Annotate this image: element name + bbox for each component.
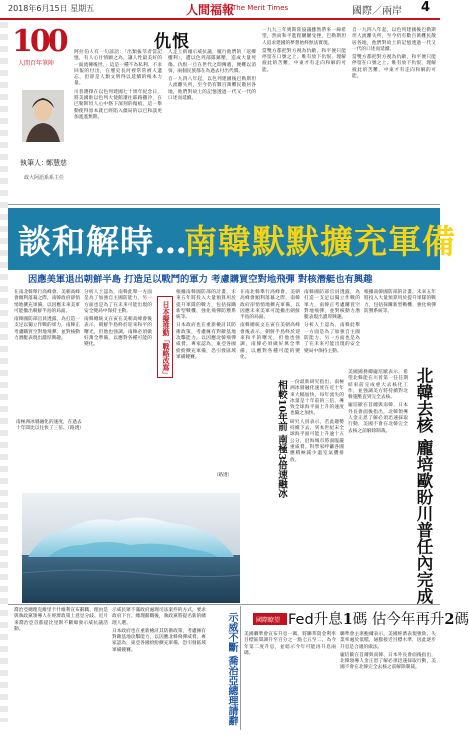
newspaper-name-en: The Merit Times xyxy=(232,4,289,12)
protest-headline: 示威不斷 喬治亞總理請辭 xyxy=(226,612,237,726)
author-label: 執筆人： xyxy=(20,159,48,167)
korea-story-col-3: 根據南韓國防部的計畫，未來五年將投入大量預算用於提升軍隊的戰力，包括採購新型戰機、強化飛彈防禦系統等。 日本政府也在重新檢討其防衛政策，考慮擁有對敵基地攻擊能力，以因應北韓飛彈威脅。專家認為，東亞各國紛紛擴充軍備，恐引發區域軍備競賽。 xyxy=(176,290,236,360)
korea-story-col-4: 在南北韓舉行高峰會、美朝高峰會順利落幕之際，南韓政府卻悄悄地擴充軍備，以因應未來美軍可能撤出朝鮮半島的局面。 南韓總統文在寅在美朝高峰會後表示，朝鮮半島終於迎來和平的曙光，但他也強調，南韓必須做好萬全準備，以應對各種可能的變化。 xyxy=(240,290,300,360)
protest-body-1: 喬治亞總理克維里卡什維利宣布辭職，理由是與執政黨領導人在經濟政策上意見分歧。近月來喬治亞首都提比里斯不斷爆發示威抗議活動。 xyxy=(14,608,108,632)
author-name: 鄭慧慈 xyxy=(46,159,67,167)
headline-part-yellow: 南韓默默擴充軍備 xyxy=(184,222,456,261)
feature-body: 一份最新研究指出，南極洲冰層融化速度在近十年來大幅加快，每年流失的冰量是十年前的三倍，導致全球海平面上升的速度也隨之加快。 研究人員表示，若此趨勢持續下去，到本世紀末全球海平面可能上升逾十五公分，沿海城市將面臨嚴重威脅。科學家呼籲各國應積極減少溫室氣體排放。 xyxy=(290,380,344,463)
page-header xyxy=(0,0,440,20)
anniversary-number: 100 xyxy=(12,24,66,59)
sidebar-tag: 日本擬推動「戰略改寫」 xyxy=(157,296,173,378)
anniversary-logo xyxy=(12,24,70,66)
korea-story-col-1: 在南北韓舉行高峰會、美朝高峰會順利落幕之際，南韓政府卻悄悄地擴充軍備，以因應未來美軍可能撤出朝鮮半島的局面。 南韓國防部官員透露，為打造一支足以獨立作戰的軍力，南韓正考慮購買空對地飛彈，並對核動力潛艇表現出濃厚興趣。 xyxy=(14,290,80,342)
column-title: 仇恨 xyxy=(154,32,190,52)
subheadline: 因應美軍退出朝鮮半島 打造足以戰鬥的軍力 考慮購買空對地飛彈 對核潛艇也有興趣 xyxy=(28,274,373,285)
headline-part-white: 談和解時… xyxy=(18,222,188,261)
divider-bottom xyxy=(8,604,440,605)
fed-body-2: 聯準會主席鮑爾表示，美國經濟表現強勁，失業率處於低檔，通膨接近目標水準，因此逐步升息是合適的做法。 龐培歐在首爾與南韓、日本外長會面後指出，北韓領導人金正恩了解必須迅速採取行動，美國不會在北韓完全去核之前解除制裁。 xyxy=(340,632,436,671)
newspaper-logo: 人間福報 xyxy=(186,3,235,17)
section-title: 國際／兩岸 xyxy=(352,6,402,17)
photo-credit: （路透） xyxy=(214,473,232,478)
author-role: 政大阿語系系主任 xyxy=(24,175,65,181)
left-margin-strip xyxy=(0,22,8,722)
column-body-right-a: 一九九三年奧斯陸協議雖然帶來一線希望，然而和平進程屢屢受挫，巴勒斯坦人追求建國的夢想始終無法實現。 當雙方都把對方視為仇敵，和平便只能停留在口號之上。唯有放下仇恨，理解彼此的苦難，中東才有走向和解的可能。 xyxy=(262,28,346,73)
column-body-middle: 人走上街頭示威抗議，履行他們的「返鄉權利」，遭以色列部隊鎮壓，造成大量死傷。仇恨一旦在世代之間傳遞，便難以消弭，兩個民族都在為過去付出代價。 自一九四八年起，以色列建國後巴勒斯坦人流離失所，至今仍有數百萬難民散居各地，他們對故土的記憶透過一代又一代的口述而延續。 xyxy=(168,50,256,102)
fed-headline: Fed升息1碼 估今年再升2碼 xyxy=(288,611,469,628)
north-korea-body: 美國國務卿龐培歐表示，希望北韓能在川普第一任任期結束前完成重大去核化工作，並強調美方將持續對北韓施壓直到完全去核。 龐培歐在首爾與南韓、日本外長會面後指出，北韓領導人金正恩了解必須迅速採取行動，美國不會在北韓完全去核之前解除制裁。 xyxy=(348,370,408,434)
issue-date: 2018年6月15日 星期五 xyxy=(8,4,95,13)
anniversary-caption: 人間百年筆陣 xyxy=(18,60,55,67)
korea-story-col-2: 分析人士認為，南韓此舉一方面是為了加強自主國防能力，另一方面也是為了在未來可能出現的安全變局中保持主動。 南韓總統文在寅在美朝高峰會後表示，朝鮮半島終於迎來和平的曙光，但他也強調，南韓必須做好萬全準備，以應對各種可能的變化。 xyxy=(84,290,152,348)
korea-story-col-5: 南韓國防部官員透露，為打造一支足以獨立作戰的軍力，南韓正考慮購買空對地飛彈，並對核動力潛艇表現出濃厚興趣。 分析人士認為，南韓此舉一方面是為了加強自主國防能力，另一方面也是為了在未來可能出現的安全變局中保持主動。 xyxy=(304,290,360,354)
north-korea-headline: 北韓去核 龐培歐盼川普任內完成 xyxy=(414,367,433,604)
divider-vertical xyxy=(240,606,241,730)
divider-top xyxy=(8,204,440,205)
column-body-right-b: 自一九四八年起，以色列建國後巴勒斯坦人流離失所，至今仍有數百萬難民散居各地，他們對故土的記憶透過一代又一代的口述而延續。 當雙方都把對方視為仇敵，和平便只能停留在口號之上。唯有放下仇恨，理解彼此的苦難，中東才有走向和解的可能。 xyxy=(352,28,436,80)
feature-headline: 相較10年前 南極3倍速融冰 xyxy=(276,380,287,499)
column-body-left: 阿拉伯人有一句諺語：「出類拔萃者當記憶，有人心甘情願之為，讓人性最美好的一面流傳後世。」這是一種不為私利、不求回報的付出，在歷史長河裡常常被人遺忘，但卻是人類文明得以延續的根本力量。 川普選擇在以色列建國七十周年紀念日，將美國駐以色列大使館遷往耶路撒冷，在巴勒斯坦人心中烙下深刻的傷痕。這一舉動使得原本就已經陷入僵局的以巴和談更加遙遙無期。 xyxy=(74,50,162,120)
fed-body-1: 美國聯準會宣布升息一碼，將聯邦資金利率目標區間調升至百分之一點七五至二，為今年第二度升息，並暗示今年可能再升息兩碼。 xyxy=(244,632,336,656)
author-portrait xyxy=(22,90,64,142)
page-number: 4 xyxy=(421,0,431,15)
fed-tag: 國際瞭望 xyxy=(253,613,287,625)
korea-story-col-6: 根據南韓國防部的計畫，未來五年將投入大量預算用於提升軍隊的戰力，包括採購新型戰機、強化飛彈防禦系統等。 xyxy=(364,290,436,314)
protest-body-2: 示威民眾不滿政府處理司法案件的方式，要求政府下台。總理辭職後，執政黨將提名新的總理人選。 日本政府也在重新檢討其防衛政策，考慮擁有對敵基地攻擊能力，以因應北韓飛彈威脅。專家認為，東亞各國紛紛擴充軍備，恐引發區域軍備競賽。 xyxy=(112,608,206,653)
photo-caption: 南極洲冰層融化的速度，在過去十年間比以往快了三倍。（路透） xyxy=(16,420,84,431)
iceberg-photo xyxy=(22,493,240,603)
